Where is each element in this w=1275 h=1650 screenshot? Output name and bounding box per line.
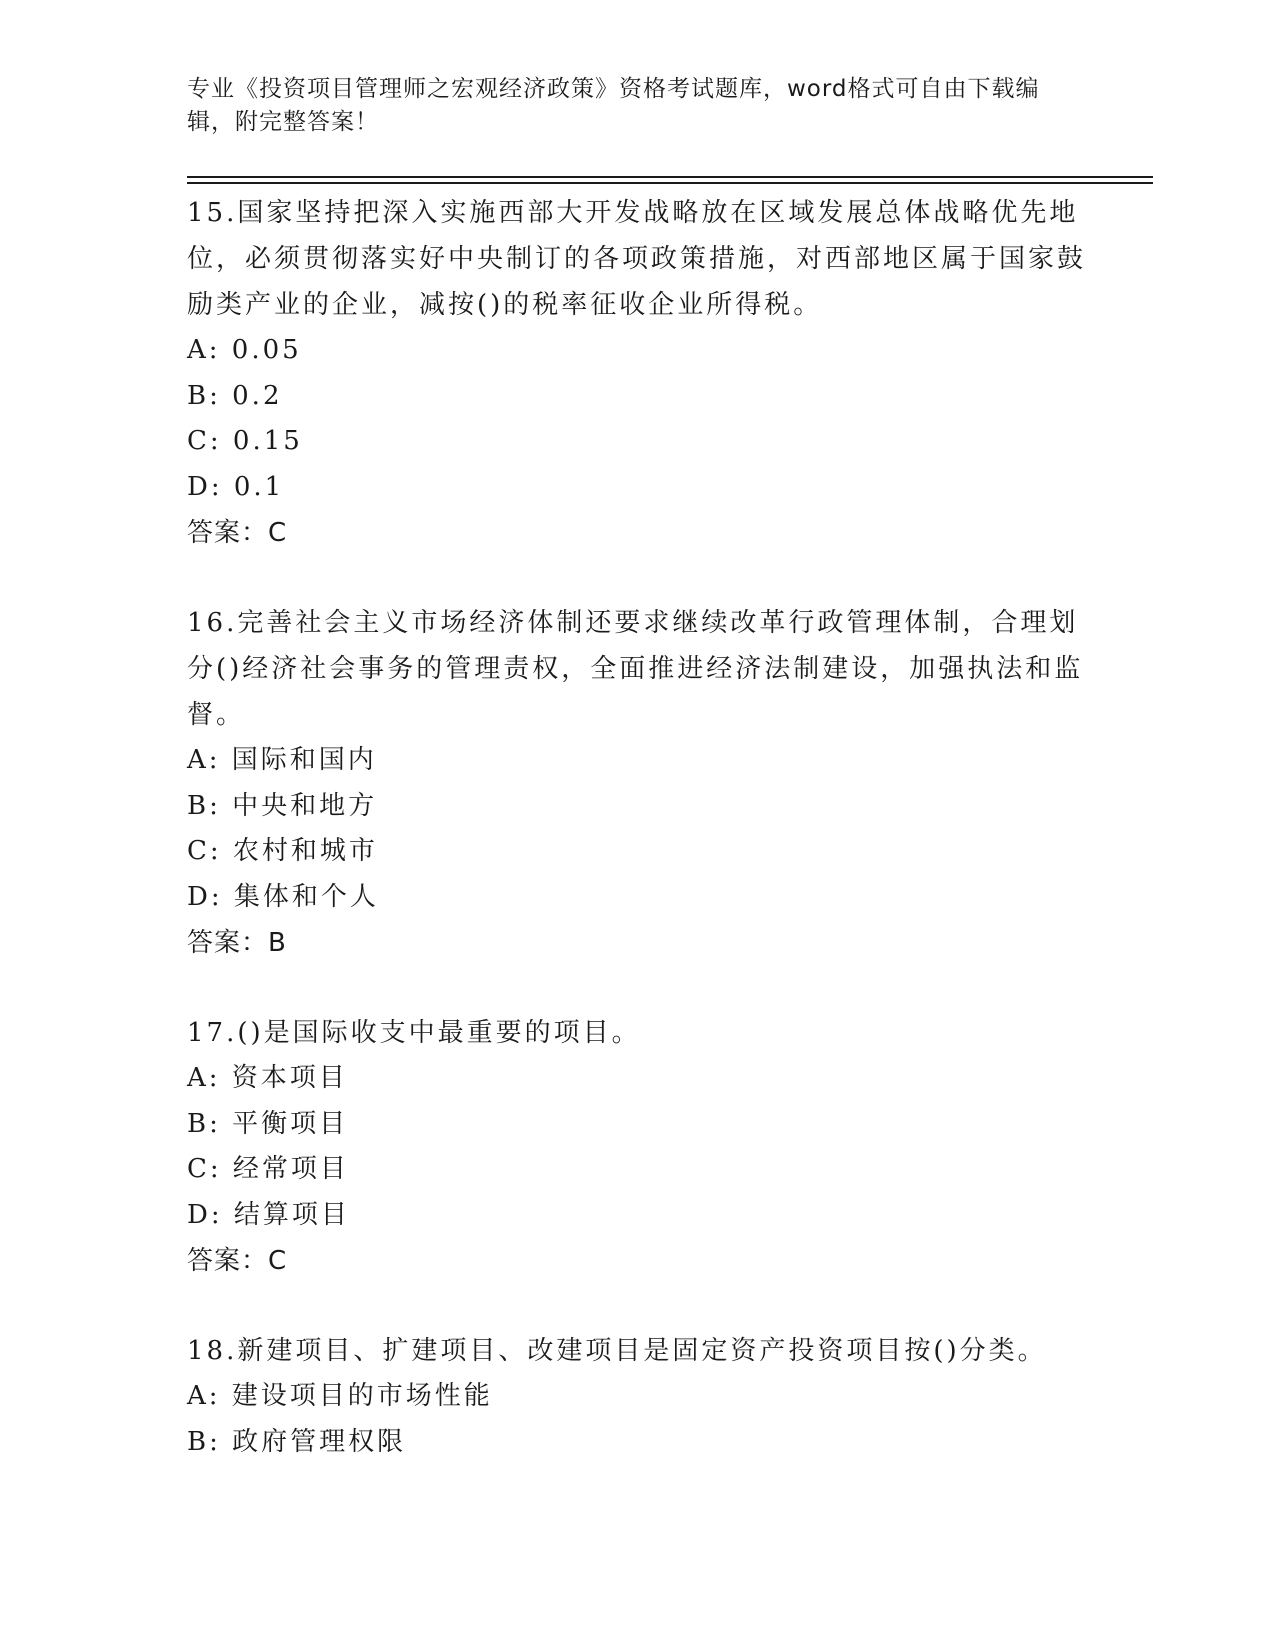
- question-stem: 15.国家坚持把深入实施西部大开发战略放在区域发展总体战略优先地位，必须贯彻落实好中央制订的各项政策措施，对西部地区属于国家鼓励类产业的企业，减按()的税率征收企业所得税。: [187, 198, 1087, 320]
- option-a: A: 国际和国内: [187, 745, 377, 775]
- option-c: C: 农村和城市: [187, 836, 378, 866]
- option-a: A: 资本项目: [187, 1063, 348, 1093]
- option-d: D: 0.1: [187, 471, 285, 502]
- option-b: B: 政府管理权限: [187, 1426, 407, 1457]
- option-a: A: 建设项目的市场性能: [187, 1381, 493, 1411]
- answer-line: 答案：C: [187, 518, 288, 548]
- header-divider-bottom: [187, 182, 1153, 184]
- option-b: B: 0.2: [187, 380, 283, 411]
- question-18: [187, 1328, 1087, 1465]
- question-list: [187, 190, 1087, 1509]
- option-b: B: 平衡项目: [187, 1108, 349, 1139]
- option-a: A: 0.05: [187, 335, 302, 365]
- question-17: [187, 1010, 1087, 1284]
- option-d: D: 集体和个人: [187, 881, 379, 912]
- question-stem: 16.完善社会主义市场经济体制还要求继续改革行政管理体制，合理划分()经济社会事务的管理责权，全面推进经济法制建设，加强执法和监督。: [187, 608, 1084, 730]
- question-stem: 18.新建项目、扩建项目、改建项目是固定资产投资项目按()分类。: [187, 1336, 1047, 1366]
- question-15: [187, 190, 1087, 556]
- question-16: [187, 600, 1087, 966]
- option-d: D: 结算项目: [187, 1199, 350, 1230]
- question-stem: 17.()是国际收支中最重要的项目。: [187, 1018, 641, 1048]
- option-c: C: 0.15: [187, 426, 303, 456]
- option-b: B: 中央和地方: [187, 790, 378, 821]
- option-c: C: 经常项目: [187, 1154, 349, 1184]
- answer-line: 答案：C: [187, 1246, 288, 1276]
- document-header: 专业《投资项目管理师之宏观经济政策》资格考试题库，word格式可自由下载编辑，附完整答案！: [187, 76, 1040, 135]
- answer-line: 答案：B: [187, 928, 287, 958]
- header-divider-top: [187, 176, 1153, 178]
